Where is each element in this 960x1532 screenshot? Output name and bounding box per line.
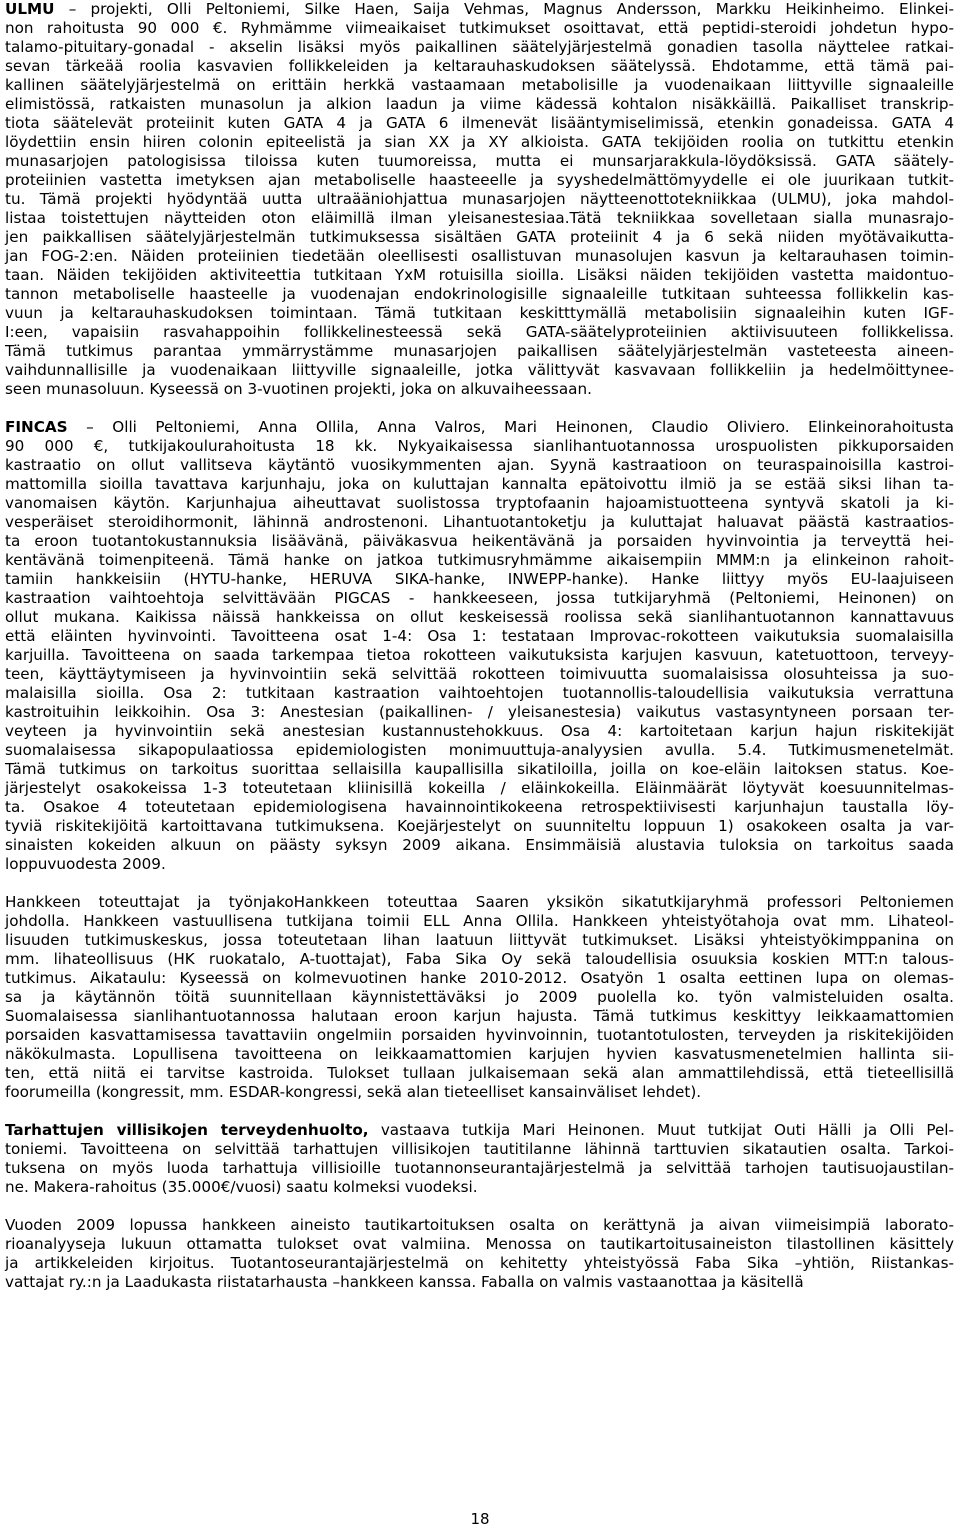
line-text: munasarjojen patologisissa tiloissa kuten tuumoreissa, mutta ei munsarjarakkula-löydöksissä. GATA säätely- xyxy=(5,152,954,170)
text-line xyxy=(5,323,954,342)
text-line xyxy=(5,684,954,703)
line-text: näkökulmasta. Lopullisena tavoitteena on leikkaamattomien karjujen hyvien kasvatusmenetelmien hallinta sii- xyxy=(5,1045,954,1063)
text-line xyxy=(5,209,954,228)
text-line xyxy=(5,741,954,760)
text-line xyxy=(5,0,954,19)
text-line xyxy=(5,646,954,665)
text-line xyxy=(5,342,954,361)
text-line xyxy=(5,76,954,95)
paragraph-tarhattujen xyxy=(5,1121,954,1197)
line-text: johdolla. Hankkeen vastuullisena tutkijana toimii ELL Anna Ollila. Hankkeen yhteistyötahoja ovat mm. Lihateol- xyxy=(5,912,954,930)
text-line xyxy=(5,931,954,950)
text-line xyxy=(5,627,954,646)
text-line xyxy=(5,855,954,874)
line-text: vuun ja keltarauhaskudoksen toimintaan. Tämä tutkitaan keskitttymällä metabolisiin signaaleihin kuten IGF- xyxy=(5,304,954,322)
paragraph-fincas xyxy=(5,418,954,874)
paragraph-gap xyxy=(5,1197,954,1216)
line-text: tutkimus. Aikataulu: Kyseessä on kolmevuotinen hanke 2010-2012. Osatyön 1 osalta eettinen lupa on olemas- xyxy=(5,969,954,987)
line-text: kastroituihin leikkoihin. Osa 3: Anestesian (paikallinen- / yleisanestesia) vaikutus vastasyntyneen porsaan ter- xyxy=(5,703,954,721)
line-text: järjestelyt osakokeissa 1-3 toteutetaan kliinisillä kokeilla / eläinkokeilla. Eläinmäärät löytyvät koesuunnitelmas- xyxy=(5,779,954,797)
text-line xyxy=(5,152,954,171)
line-text: sevan tärkeää roolia kasvavien follikkeleiden ja keltarauhaskudoksen säätelyssä. Ehdotamme, että tämä pai- xyxy=(5,57,954,75)
line-text: tuksena on myös luoda tarhattuja villisioille tuotannonseurantajärjestelmä ja selvittää tarhojen tautisuojaustilan- xyxy=(5,1159,954,1177)
line-text: tamiin hankkeisiin (HYTU-hanke, HERUVA SIKA-hanke, INWEPP-hanke). Hanke liittyy myös EU-laajuiseen xyxy=(5,570,954,588)
line-text: löydettiin ensin hiiren colonin epiteelistä ja sian XX ja XY alkioista. GATA tekijöiden roolia on tutkittu etenkin xyxy=(5,133,954,151)
line-text: vanomaisen käytön. Karjunhajua aiheuttavat suolistossa tryptofaanin hajoamistuotteena syntyvä skatoli ja ki- xyxy=(5,494,954,512)
text-line xyxy=(5,703,954,722)
line-text: Hankkeen toteuttajat ja työnjakoHankkeen toteuttaa Saaren yksikön sikatutkijaryhmä professori Peltoniemen xyxy=(5,893,954,911)
paragraph-vuoden2009 xyxy=(5,1216,954,1292)
line-text: kentävänä toimenpiteenä. Tämä hanke on jatkoa tutkimusryhmämme aikaisempiin MMM:n ja elinkeinon rahoit- xyxy=(5,551,954,569)
text-line xyxy=(5,1159,954,1178)
paragraph-heading: FINCAS xyxy=(5,418,68,436)
text-line xyxy=(5,779,954,798)
text-line xyxy=(5,589,954,608)
line-text: ta. Osakoe 4 toteutetaan epidemiologisena havainnointikokeena retrospektiivisesti karjunhajun taustalla löy- xyxy=(5,798,954,816)
line-text: seen munasoluun. Kyseessä on 3-vuotinen projekti, joka on alkuvaiheessaan. xyxy=(5,380,592,398)
text-line xyxy=(5,760,954,779)
line-text: kallinen säätelyjärjestelmä on erittäin herkkä vastaamaan metabolisille ja vuodenaikaan liittyville signaaleille xyxy=(5,76,954,94)
line-text: jan FOG-2:en. Näiden proteiinien tiedetään oleellisesti osallistuvan munasolujen kasvun ja keltarauhasen toimin- xyxy=(5,247,954,265)
text-line xyxy=(5,38,954,57)
line-text: toniemi. Tavoitteena on selvittää tarhattujen villisikojen tautitilanne lähinnä tarttuvien sikatautien osalta. Tarkoi- xyxy=(5,1140,954,1158)
line-text: Tämä tutkimus on tarkoitus suorittaa sellaisilla kaupallisilla sikatiloilla, joilla on koe-eläin laitoksen status. Koe- xyxy=(5,760,954,778)
text-line xyxy=(5,418,954,437)
text-line xyxy=(5,190,954,209)
line-text: taan. Näiden tekijöiden aktiviteettia tutkitaan YxM rotuisilla sioilla. Lisäksi näiden tekijöiden vastetta maidontuo- xyxy=(5,266,954,284)
line-text: proteiinien vastetta imetyksen ajan metaboliselle haasteeelle ja syyshedelmättömyydelle ei ole juurikaan tutkit- xyxy=(5,171,954,189)
text-line xyxy=(5,304,954,323)
text-line xyxy=(5,437,954,456)
text-line xyxy=(5,1121,954,1140)
text-line xyxy=(5,19,954,38)
line-text: I:een, vapaisiin rasvahappoihin follikkelinesteessä sekä GATA-säätelyproteiinien aktiivisuuteen follikkelissa. xyxy=(5,323,954,341)
line-text: karjuilla. Tavoitteena on saada tarkempaa tietoa rokotteen vaikutuksista karjujen kasvuun, katetuottoon, terveyy- xyxy=(5,646,954,664)
text-line xyxy=(5,665,954,684)
line-text: tiota säätelevät proteiinit kuten GATA 4 ja GATA 6 ilmenevät lisääntymiselimissä, etenkin gonadeissa. GATA 4 xyxy=(5,114,954,132)
line-text: teen, käyttäytymiseen ja hyvinvointiin sekä selvittää rokotteen toimivuutta suomalaisissa olosuhteissa ja suo- xyxy=(5,665,954,683)
line-text: porsaiden kasvattamisessa tavattaviin ongelmiin porsaiden hyvinvoinnin, tuotantotulosten, terveyden ja riskitekijöiden xyxy=(5,1026,954,1044)
text-line xyxy=(5,570,954,589)
line-text: tannon metaboliselle haasteelle ja vuodenajan endokrinologisille signaaleille tutkitaan suhteessa follikkelin kas- xyxy=(5,285,954,303)
line-text: elimistössä, ratkaisten munasolun ja alkion laadun ja viime kädessä kohtalon nisäkkäillä. Paikalliset transkrip- xyxy=(5,95,954,113)
line-text: suomalaisessa sikapopulaatiossa epidemiologisten monimuuttuja-analyysien avulla. 5.4. Tutkimusmenetelmät. xyxy=(5,741,954,759)
text-line xyxy=(5,817,954,836)
line-text: foorumeilla (kongressit, mm. ESDAR-kongressi, sekä alan tieteelliset kansainväliset lehdet). xyxy=(5,1083,702,1101)
line-text: – Olli Peltoniemi, Anna Ollila, Anna Valros, Mari Heinonen, Claudio Oliviero. Elinkeinorahoitusta xyxy=(67,418,954,436)
line-text: että eläinten hyvinvointi. Tavoitteena osat 1-4: Osa 1: testataan Improvac-rokotteen vaikutuksia suomalaisilla xyxy=(5,627,954,645)
line-text: sinaisten kokeiden alkuun on päästy syksyn 2009 aikana. Ensimmäisiä alustavia tuloksia on tarkoitus saada xyxy=(5,836,954,854)
text-line xyxy=(5,608,954,627)
line-text: mattomilla sioilla tavattava karjunhaju, joka on kuluttajan kannalta epätoivottu ilmiö ja se estää siksi lihan ta- xyxy=(5,475,954,493)
line-text: kastraation vaihtoehtoja selvittävään PIGCAS - hankkeeseen, jossa tutkijaryhmä (Peltoniemi, Heinonen) on xyxy=(5,589,954,607)
text-line xyxy=(5,893,954,912)
text-line xyxy=(5,1140,954,1159)
paragraph-gap xyxy=(5,874,954,893)
text-line xyxy=(5,1026,954,1045)
line-text: ne. Makera-rahoitus (35.000€/vuosi) saatu kolmeksi vuodeksi. xyxy=(5,1178,478,1196)
text-line xyxy=(5,361,954,380)
text-line xyxy=(5,912,954,931)
line-text: Vuoden 2009 lopussa hankkeen aineisto tautikartoituksen osalta on kerättynä ja aivan viimeisimpiä laborato- xyxy=(5,1216,954,1234)
text-line xyxy=(5,266,954,285)
text-line xyxy=(5,228,954,247)
line-text: rioanalyyseja lukuun ottamatta tulokset ovat valmiina. Menossa on tautikartoitusaineiston tilastollinen käsittely xyxy=(5,1235,954,1253)
line-text: lisuuden tutkimuskeskus, jossa toteutetaan lihan laatuun liittyvät tutkimukset. Lisäksi yhteistyökimppanina on xyxy=(5,931,954,949)
page-number: 18 xyxy=(470,1510,490,1528)
text-line xyxy=(5,1083,954,1102)
text-line xyxy=(5,1273,954,1292)
line-text: tyviä riskitekijöitä kartoittavana tutkimuksena. Koejärjestelyt on suunniteltu loppuun 1) osakokeen osalta ja var- xyxy=(5,817,954,835)
text-line xyxy=(5,1216,954,1235)
line-text: sa ja käytännön töitä suunnitellaan käynnistettäväksi jo 2009 puolella ko. työn valmisteluiden osalta. xyxy=(5,988,954,1006)
text-line xyxy=(5,456,954,475)
text-line xyxy=(5,1235,954,1254)
paragraph-ulmu xyxy=(5,0,954,399)
text-line xyxy=(5,1007,954,1026)
line-text: tu. Tämä projekti hyödyntää uutta ultraääniohjattua munasarjojen näytteenottotekniikkaa (ULMU), joka mahdol- xyxy=(5,190,954,208)
text-line xyxy=(5,988,954,1007)
line-text: ja artikkeleiden kirjoitus. Tuotantoseurantajärjestelmä on kehitetty yhteistyössä Faba Sika –yhtiön, Riistankas- xyxy=(5,1254,954,1272)
text-line xyxy=(5,950,954,969)
line-text: non rahoitusta 90 000 €. Ryhmämme viimeaikaiset tutkimukset osoittavat, että peptidi-steroidi johdetun hypo- xyxy=(5,19,954,37)
text-line xyxy=(5,969,954,988)
line-text: 90 000 €, tutkijakoulurahoitusta 18 kk. Nykyaikaisessa sianlihantuotannossa urospuolisten pikkuporsaiden xyxy=(5,437,954,455)
text-line xyxy=(5,133,954,152)
text-line xyxy=(5,247,954,266)
paragraph-hankkeen xyxy=(5,893,954,1102)
line-text: malaisilla sioilla. Osa 2: tutkitaan kastraation vaihtoehtojen tuotannollis-taloudellisia vaikutuksia verrattuna xyxy=(5,684,954,702)
text-line xyxy=(5,475,954,494)
text-line xyxy=(5,513,954,532)
line-text: veyteen ja hyvinvointiin sekä anestesian kustannustehokkuus. Osa 4: kartoitetaan karjun hajun riskitekijät xyxy=(5,722,954,740)
text-line xyxy=(5,532,954,551)
line-text: listaa toistettujen näytteiden oton eläimillä ilman yleisanestesiaa.Tätä tekniikkaa sovelletaan sialla munasrajo- xyxy=(5,209,954,227)
text-line xyxy=(5,1254,954,1273)
paragraph-gap xyxy=(5,399,954,418)
text-line xyxy=(5,1064,954,1083)
text-line xyxy=(5,494,954,513)
line-text: talamo-pituitary-gonadal - akselin lisäksi myös paikallinen säätelyjärjestelmä gonadien tasolla näyttelee ratkai- xyxy=(5,38,954,56)
paragraph-heading: Tarhattujen villisikojen terveydenhuolto, xyxy=(5,1121,369,1139)
paragraph-heading: ULMU xyxy=(5,0,55,18)
text-line xyxy=(5,380,954,399)
line-text: Tämä tutkimus parantaa ymmärrystämme munasarjojen paikallisen säätelyjärjestelmän vasteteesta aineen- xyxy=(5,342,954,360)
paragraph-gap xyxy=(5,1102,954,1121)
text-line xyxy=(5,95,954,114)
text-line xyxy=(5,171,954,190)
text-line xyxy=(5,551,954,570)
text-line xyxy=(5,57,954,76)
text-line xyxy=(5,798,954,817)
line-text: ollut mukana. Kaikissa näissä hankkeissa on ollut keskeisessä roolissa sekä sianlihantuotannon kannattavuus xyxy=(5,608,954,626)
line-text: – projekti, Olli Peltoniemi, Silke Haen, Saija Vehmas, Magnus Andersson, Markku Heikinheimo. Elinkei- xyxy=(54,0,954,18)
line-text: vattajat ry.:n ja Laadukasta riistatarhausta –hankkeen kanssa. Faballa on valmis vastaanottaa ja käsitellä xyxy=(5,1273,804,1291)
line-text: loppuvuodesta 2009. xyxy=(5,855,166,873)
text-line xyxy=(5,1045,954,1064)
line-text: jen paikkallisen säätelyjärjestelmän tutkimuksessa sisältäen GATA proteiinit 4 ja 6 sekä niiden myötävaikutta- xyxy=(5,228,954,246)
text-line xyxy=(5,285,954,304)
line-text: vaihdunnallisille ja vuodenaikaan liittyville signaaleille, jotka välittyvät kasvavaan follikkeliin ja hedelmöittynee- xyxy=(5,361,954,379)
text-line xyxy=(5,114,954,133)
line-text: kastraatio on ollut vallitseva käytäntö vuosikymmenten ajan. Syynä kastraatioon on teuraspainoisilla kastroi- xyxy=(5,456,954,474)
line-text: vastaava tutkija Mari Heinonen. Muut tutkijat Outi Hälli ja Olli Pel- xyxy=(368,1121,954,1139)
text-line xyxy=(5,836,954,855)
line-text: ta eroon tuotantokustannuksia lisäävänä, päiväkasvua heikentävänä ja porsaiden hyvinvointia ja terveyttä hei- xyxy=(5,532,954,550)
text-line xyxy=(5,1178,954,1197)
line-text: mm. lihateollisuus (HK ruokatalo, A-tuottajat), Faba Sika Oy sekä taloudellisia osuuksia koskien MTT:n talous- xyxy=(5,950,954,968)
text-line xyxy=(5,722,954,741)
line-text: Suomalaisessa sianlihantuotannossa halutaan eroon karjun hajusta. Tämä tutkimus keskittyy leikkaamattomien xyxy=(5,1007,954,1025)
line-text: ten, että niitä ei tarvitse kastroida. Tulokset tullaan julkaisemaan sekä alan ammattilehdissä, että tieteellisillä xyxy=(5,1064,954,1082)
line-text: vesperäiset steroidihormonit, lähinnä androstenoni. Lihantuotantoketju ja kuluttajat haluavat päästä kastraatios- xyxy=(5,513,954,531)
